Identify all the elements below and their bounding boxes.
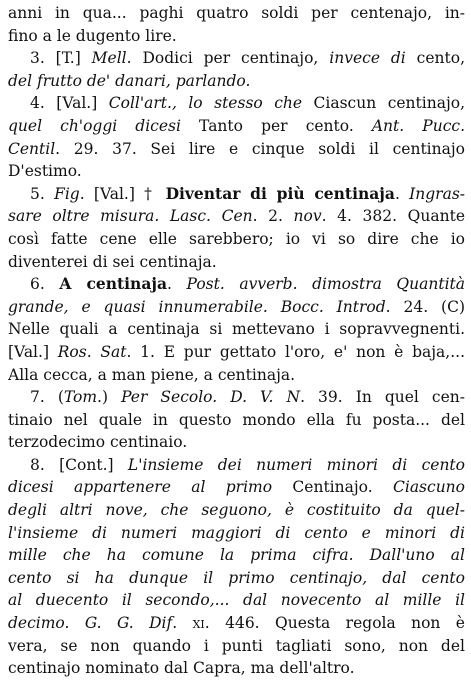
text-run: . [Val.] † xyxy=(79,184,166,203)
text-run: ) xyxy=(101,388,122,407)
text-run: . xyxy=(167,275,187,294)
text-run: . 24. (C) xyxy=(385,297,465,316)
text-run: . 2. xyxy=(252,207,294,226)
text-run: l'insieme di numeri maggiori di cento e minori di xyxy=(8,523,465,542)
text-run: 6. xyxy=(30,275,60,294)
text-line xyxy=(8,183,465,206)
text-line xyxy=(8,115,465,138)
text-run: diventerei di sei centinaja. xyxy=(8,252,217,271)
text-line xyxy=(8,544,465,567)
text-run: 8. [Cont.] xyxy=(30,455,128,474)
text-line xyxy=(8,522,465,545)
text-line xyxy=(8,612,465,635)
text-line xyxy=(8,47,465,70)
text-line xyxy=(8,92,465,115)
text-run: invece di xyxy=(329,49,406,68)
text-run: dicesi appartenere al primo xyxy=(8,478,273,497)
text-run: grande, e quasi innumerabile. Bocc. Introd xyxy=(8,297,386,316)
text-line xyxy=(8,341,465,364)
text-run: così fatte cene elle sarebbero; io vi so dire che io xyxy=(8,229,465,248)
text-run: terzodecimo centinaio. xyxy=(8,433,188,452)
text-run: vera, se non quando i punti tagliati sono, non del xyxy=(8,636,465,655)
text-run: Post. avverb. dimostra Quantità xyxy=(186,275,465,294)
text-run: Mell xyxy=(91,49,127,68)
text-line xyxy=(8,657,465,680)
text-run: mille che ha comune la prima cifra. Dall'uno al xyxy=(8,546,465,565)
text-run: Diventar di più centinaja xyxy=(165,183,395,203)
text-run: centinajo nominato dal Capra, ma dell'altro. xyxy=(8,659,355,678)
text-run: fino a le dugento lire. xyxy=(8,26,177,45)
text-run: anni in qua... paghi quatro soldi per centenajo, in- xyxy=(8,4,465,22)
text-run: degli altri nove, che seguono, è costituito da quel- xyxy=(8,501,465,520)
text-run: Tom. xyxy=(63,388,102,407)
text-line xyxy=(8,454,465,477)
text-run: . 4. 382. Quante xyxy=(321,207,465,226)
text-run: Coll'art., lo stesso che xyxy=(108,94,303,113)
text-run: sare oltre misura. Lasc. Cen xyxy=(8,207,253,226)
text-run: cento, xyxy=(405,49,465,68)
text-run: Centinajo. xyxy=(272,478,393,497)
text-run: xi xyxy=(192,614,205,633)
text-line xyxy=(8,499,465,522)
text-run: A centinaja xyxy=(59,274,168,294)
text-run: 7. ( xyxy=(30,388,64,407)
text-run: Ingras- xyxy=(409,184,465,203)
text-line xyxy=(8,25,465,48)
text-run: Nelle quali a centinaja si mettevano i sopravvegnenti. xyxy=(8,320,465,339)
text-run: Ros. Sat xyxy=(57,342,127,361)
text-line xyxy=(8,567,465,590)
text-run: [Val.] xyxy=(8,342,58,361)
text-line xyxy=(8,431,465,454)
text-line xyxy=(8,318,465,341)
text-line xyxy=(8,70,465,93)
text-line xyxy=(8,476,465,499)
text-run: . xyxy=(172,614,193,633)
text-run: . xyxy=(394,184,410,203)
text-line xyxy=(8,138,465,161)
text-line xyxy=(8,2,465,25)
text-line xyxy=(8,296,465,319)
text-run: 4. [Val.] xyxy=(30,94,109,113)
text-run: quel ch'oggi dicesi xyxy=(8,116,181,135)
text-run: cento si ha dunque il primo centinajo, dal cento xyxy=(8,568,465,587)
dictionary-entry-text xyxy=(8,2,465,680)
text-line xyxy=(8,589,465,612)
text-run: Ciascuno xyxy=(393,478,465,497)
text-run: . 446. Questa regola non è xyxy=(204,614,465,633)
text-run: nov xyxy=(293,207,322,226)
text-run: Alla cecca, a man piene, a centinaja. xyxy=(8,365,296,384)
text-run: . 39. In quel cen- xyxy=(300,388,465,407)
text-run: Ant. Pucc. xyxy=(371,116,465,135)
text-run: Per Secolo. D. V. N xyxy=(121,388,301,407)
text-line xyxy=(8,364,465,387)
text-run: tinaio nel quale in questo mondo ella fu posta... del xyxy=(8,410,465,429)
text-run: D'estimo. xyxy=(8,162,82,181)
text-line xyxy=(8,228,465,251)
text-run: 3. [T.] xyxy=(30,49,92,68)
text-run: 5. xyxy=(30,184,55,203)
text-run: Tanto per cento. xyxy=(180,116,372,135)
text-run: del frutto de' danari, parlando. xyxy=(8,71,251,90)
text-run: . Dodici per centinajo, xyxy=(126,49,330,68)
text-run: Fig xyxy=(54,184,80,203)
text-run: L'insieme dei numeri minori di cento xyxy=(127,455,465,474)
text-line xyxy=(8,251,465,274)
text-line xyxy=(8,205,465,228)
text-run: . 1. E pur gettato l'oro, e' non è baja,... xyxy=(126,342,465,361)
text-run: decimo. G. G. Dif xyxy=(8,614,173,633)
text-line xyxy=(8,386,465,409)
text-run: Centil xyxy=(8,139,56,158)
text-line xyxy=(8,160,465,183)
text-run: . 29. 37. Sei lire e cinque soldi il centinajo xyxy=(55,139,465,158)
text-run: Ciascun centinajo, xyxy=(302,94,465,113)
text-run: al duecento il secondo,... dal novecento al mille il xyxy=(8,591,465,610)
text-line xyxy=(8,273,465,296)
text-line xyxy=(8,635,465,658)
text-line xyxy=(8,409,465,432)
